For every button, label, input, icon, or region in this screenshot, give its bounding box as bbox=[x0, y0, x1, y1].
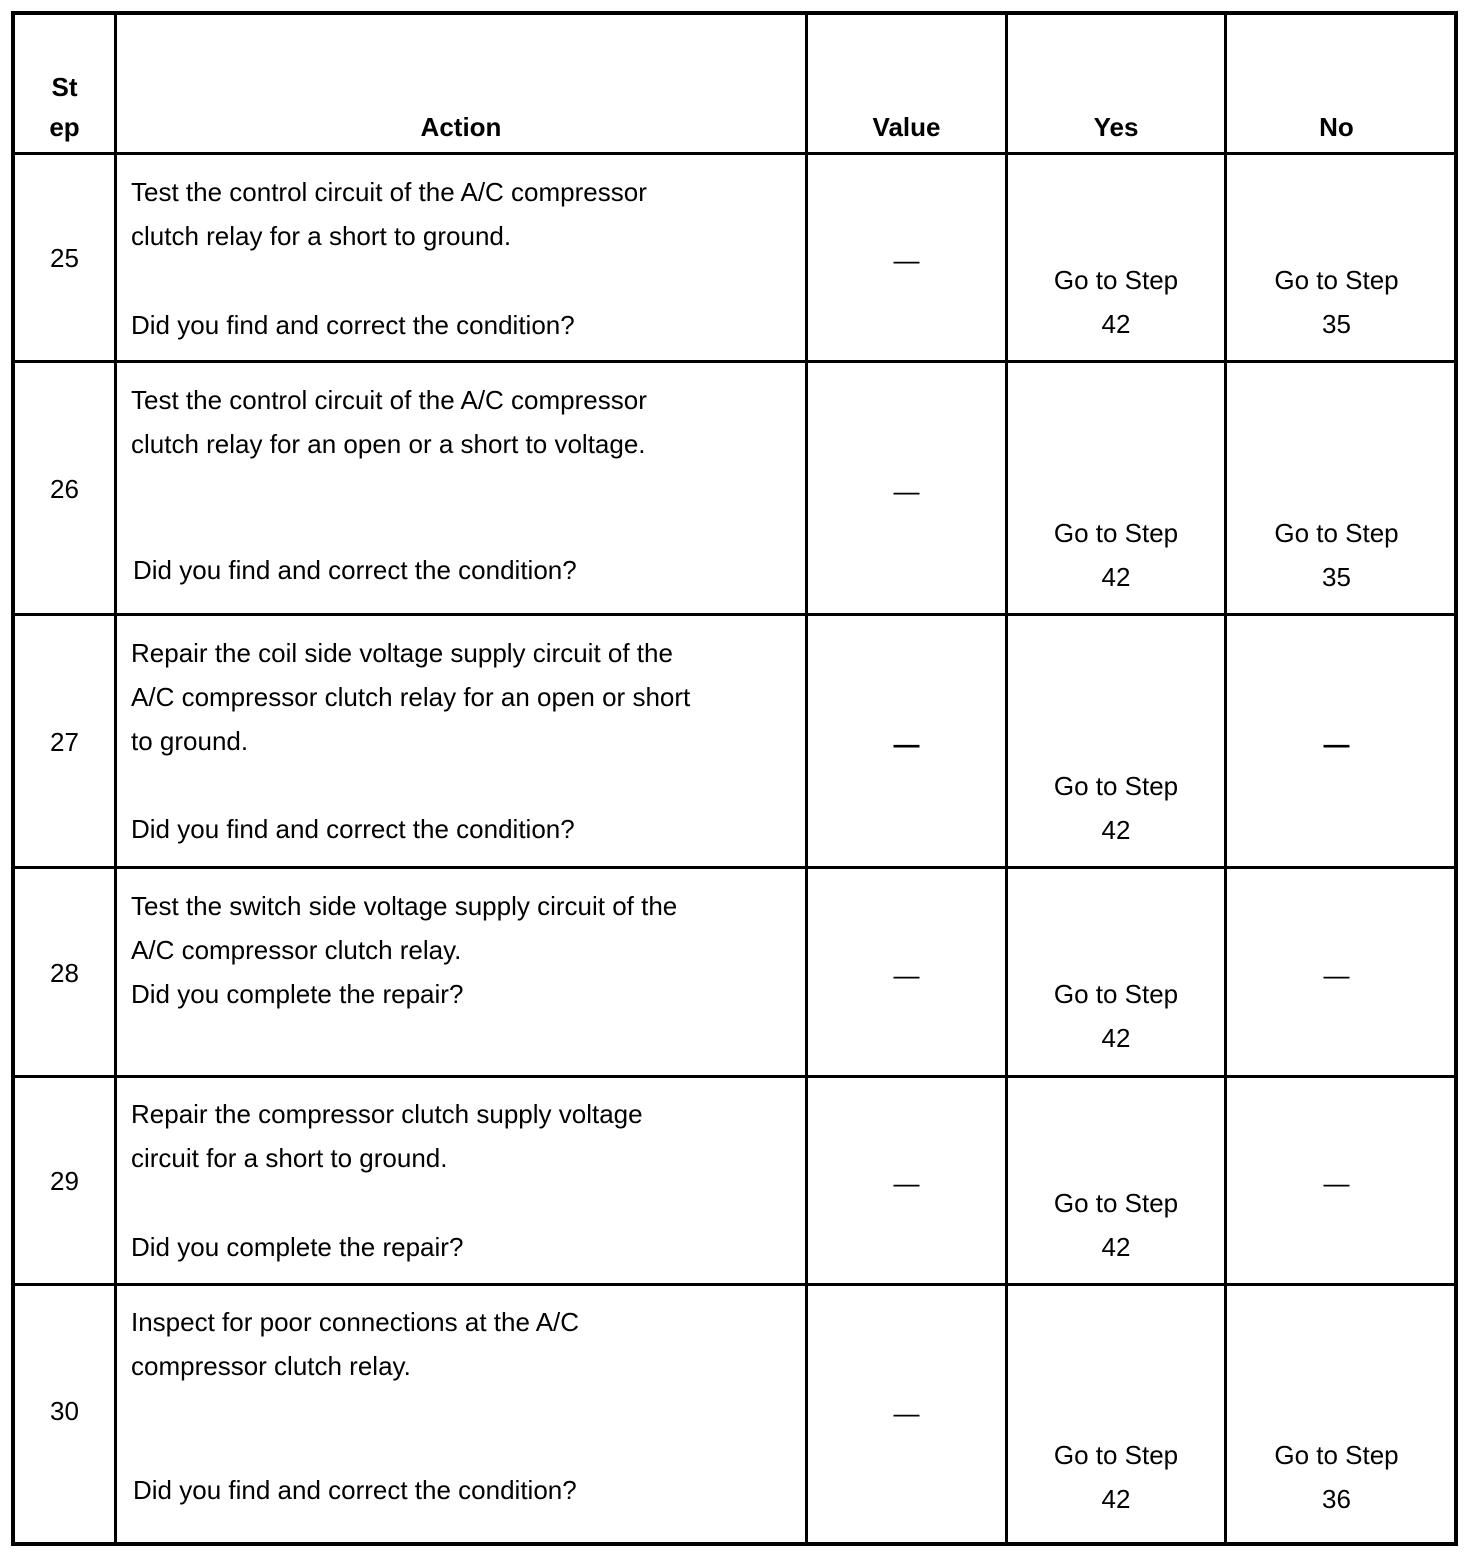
step-number: 26 bbox=[50, 474, 79, 504]
column-divider bbox=[1224, 15, 1227, 1542]
yes-link-label: Go to Step bbox=[1053, 1188, 1179, 1218]
header-action: Action bbox=[420, 112, 502, 142]
row-divider bbox=[15, 360, 1454, 363]
no-dash: — bbox=[1323, 1168, 1350, 1198]
yes-link-label: Go to Step bbox=[1053, 771, 1179, 801]
yes-link-step: 42 bbox=[1101, 1232, 1131, 1262]
row-divider bbox=[15, 1075, 1454, 1078]
action-question: Did you find and correct the condition? bbox=[131, 814, 575, 844]
step-number: 28 bbox=[50, 958, 79, 988]
value-dash: — bbox=[893, 1398, 920, 1428]
action-question: Did you complete the repair? bbox=[131, 979, 464, 1009]
row-divider bbox=[15, 866, 1454, 869]
yes-link-step: 42 bbox=[1101, 309, 1131, 339]
action-text: clutch relay for a short to ground. bbox=[131, 221, 512, 251]
yes-link-label: Go to Step bbox=[1053, 979, 1179, 1009]
yes-link-step: 42 bbox=[1101, 1484, 1131, 1514]
action-text: A/C compressor clutch relay. bbox=[131, 935, 462, 965]
value-dash: — bbox=[893, 960, 920, 990]
step-number: 27 bbox=[50, 727, 79, 757]
action-text: Test the switch side voltage supply circuit of the bbox=[131, 891, 678, 921]
no-link-step: 36 bbox=[1322, 1484, 1351, 1514]
yes-link-label: Go to Step bbox=[1053, 518, 1179, 548]
diagnostic-table bbox=[11, 11, 1458, 1546]
action-text: A/C compressor clutch relay for an open or short bbox=[131, 682, 691, 712]
header-no: No bbox=[1319, 112, 1354, 142]
action-question: Did you find and correct the condition? bbox=[133, 555, 577, 585]
action-text: Repair the compressor clutch supply voltage bbox=[131, 1099, 643, 1129]
step-number: 29 bbox=[50, 1166, 79, 1196]
value-dash: — bbox=[893, 1168, 920, 1198]
no-link-label: Go to Step bbox=[1274, 518, 1399, 548]
action-question: Did you find and correct the condition? bbox=[133, 1475, 577, 1505]
action-question: Did you complete the repair? bbox=[131, 1232, 464, 1262]
action-text: clutch relay for an open or a short to voltage. bbox=[131, 429, 646, 459]
action-question: Did you find and correct the condition? bbox=[131, 310, 575, 340]
value-dash: — bbox=[893, 245, 920, 275]
yes-link-step: 42 bbox=[1101, 562, 1131, 592]
value-dash: — bbox=[893, 476, 920, 506]
no-link-label: Go to Step bbox=[1274, 1440, 1399, 1470]
header-value: Value bbox=[872, 112, 941, 142]
step-number: 25 bbox=[50, 243, 79, 273]
yes-link-label: Go to Step bbox=[1053, 1440, 1179, 1470]
action-text: compressor clutch relay. bbox=[131, 1351, 411, 1381]
action-text: circuit for a short to ground. bbox=[131, 1143, 448, 1173]
row-divider bbox=[15, 152, 1454, 155]
yes-link-step: 42 bbox=[1101, 815, 1131, 845]
header-yes: Yes bbox=[1093, 112, 1139, 142]
yes-link-label: Go to Step bbox=[1053, 265, 1179, 295]
header-step: St ep bbox=[49, 72, 80, 142]
no-link-label: Go to Step bbox=[1274, 265, 1399, 295]
no-dash: — bbox=[1323, 729, 1350, 759]
action-text: Inspect for poor connections at the A/C bbox=[131, 1307, 580, 1337]
column-divider bbox=[114, 15, 117, 1542]
step-number: 30 bbox=[50, 1396, 79, 1426]
row-divider bbox=[15, 1283, 1454, 1286]
action-text: Repair the coil side voltage supply circuit of the bbox=[131, 638, 673, 668]
no-link-step: 35 bbox=[1322, 309, 1351, 339]
value-dash: — bbox=[893, 729, 920, 759]
action-text: to ground. bbox=[131, 726, 249, 756]
action-text: Test the control circuit of the A/C compressor bbox=[131, 177, 647, 207]
no-link-step: 35 bbox=[1322, 562, 1351, 592]
yes-link-step: 42 bbox=[1101, 1023, 1131, 1053]
row-divider bbox=[15, 613, 1454, 616]
no-dash: — bbox=[1323, 960, 1350, 990]
action-text: Test the control circuit of the A/C compressor bbox=[131, 385, 647, 415]
